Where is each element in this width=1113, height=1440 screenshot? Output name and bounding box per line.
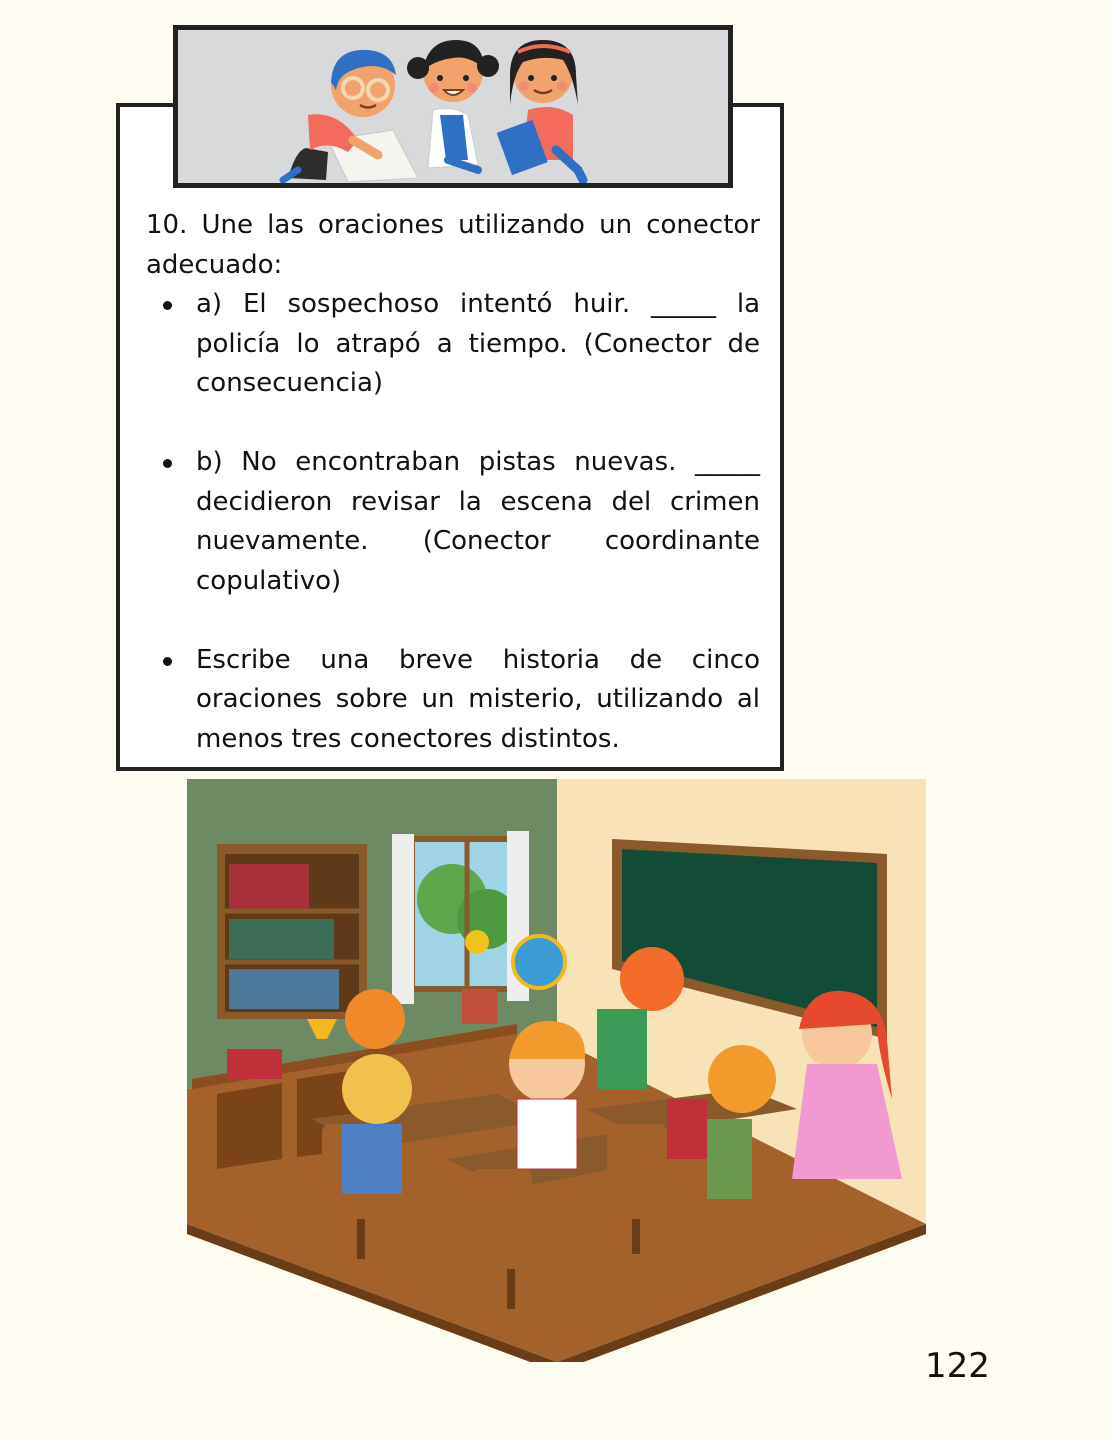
- bullet-icon: [163, 301, 172, 310]
- classroom-illustration: [187, 779, 926, 1362]
- girl-figure-middle: [407, 40, 499, 170]
- spacer: [146, 601, 760, 641]
- basketball: [345, 989, 405, 1049]
- book-stack: [227, 1049, 282, 1079]
- item-text: Escribe una breve historia de cinco oraciones sobre un misterio, utilizando al menos tres conectores distintos.: [196, 644, 760, 754]
- list-item: [146, 443, 760, 601]
- bookshelf: [217, 844, 367, 1019]
- window: [392, 831, 529, 1004]
- globe: [513, 936, 565, 988]
- item-text: a) El sospechoso intentó huir. _____ la policía lo atrapó a tiempo. (Conector de consecuencia): [196, 289, 760, 398]
- girl-figure-right: [497, 40, 583, 180]
- kids-illustration-banner: [173, 25, 733, 188]
- question-title: 10. Une las oraciones utilizando un conector adecuado:: [146, 210, 760, 280]
- page-number: 122: [925, 1346, 990, 1386]
- bullet-icon: [163, 459, 172, 468]
- list-item: [146, 285, 760, 404]
- list-item: [146, 641, 760, 760]
- exercise-list: [146, 285, 760, 759]
- spacer: [146, 404, 760, 444]
- bullet-icon: [163, 657, 172, 666]
- item-text: b) No encontraban pistas nuevas. _____ decidieron revisar la escena del crimen nuevamente. (Conector coordinante copulativo): [196, 447, 760, 596]
- exercise-content: [146, 206, 760, 759]
